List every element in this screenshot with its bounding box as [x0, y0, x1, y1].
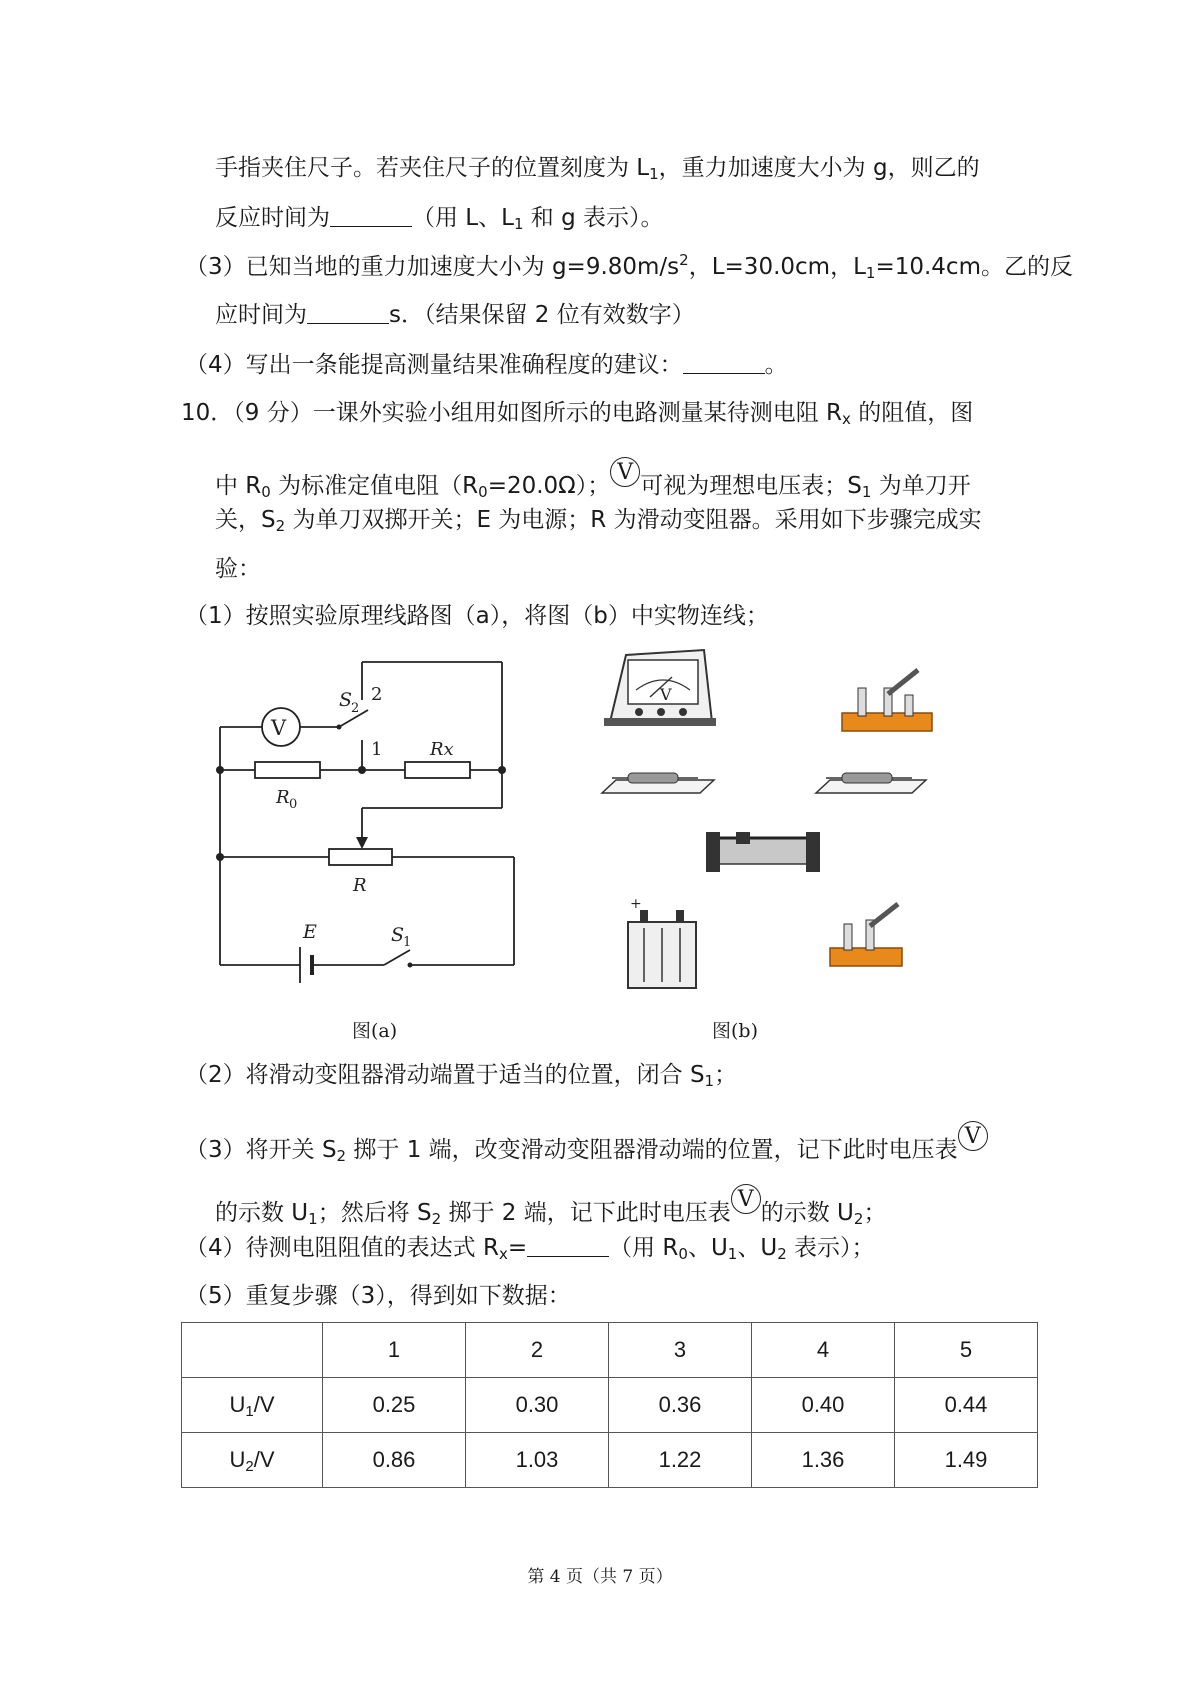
text-line: 反应时间为 （用 L、$L_1$ 和 g 表示）。 — [215, 205, 664, 233]
question-10-line-1: 10．（9 分）一课外实验小组用如图所示的电路测量某待测电阻 $R_x$ 的阻值，图 — [181, 400, 974, 428]
table-cell: 1.03 — [466, 1433, 609, 1488]
battery-pack — [628, 896, 696, 988]
page-footer: 第 4 页（共 7 页） — [527, 1567, 673, 1587]
s1-sub: 1 — [403, 935, 412, 950]
table-row — [182, 1433, 1038, 1488]
row-label-u2: $U_2/V$ — [182, 1433, 323, 1488]
table-cell: 0.40 — [752, 1378, 895, 1433]
step-4: （4）待测电阻阻值的表达式 $R_x=$ （用 $R_0$、$U_1$、$U_2$ 表示）； — [185, 1235, 875, 1263]
voltmeter-icon: V — [610, 457, 640, 487]
text-line: 手指夹住尺子。若夹住尺子的位置刻度为 $L_1$，重力加速度大小为 g，则乙的 — [215, 155, 980, 183]
e-label: E — [303, 921, 317, 943]
step-1: （1）按照实验原理线路图（a），将图（b）中实物连线； — [185, 603, 769, 629]
table-cell: 1.36 — [752, 1433, 895, 1488]
r0-sub: 0 — [289, 797, 298, 812]
step-3-cont: 的示数 $U_1$；然后将 $S_2$ 掷于 2 端，记下此时电压表V的示数 $U_2$； — [215, 1184, 886, 1229]
rx-label: Rx — [430, 739, 454, 760]
step-3: （3）将开关 $S_2$ 掷于 1 端，改变滑动变阻器滑动端的位置，记下此时电压表V — [185, 1121, 988, 1166]
table-header-row — [182, 1323, 1038, 1378]
table-cell: 1.22 — [609, 1433, 752, 1488]
table-row — [182, 1378, 1038, 1433]
data-table — [181, 1322, 1038, 1488]
figure-a-caption: 图(a) — [352, 1020, 398, 1042]
terminal-1-label: 1 — [371, 739, 383, 760]
question-10-line-4: 验： — [215, 556, 261, 582]
table-header-cell: 2 — [466, 1323, 609, 1378]
voltmeter-icon: V — [731, 1184, 761, 1214]
r-label: R — [353, 875, 367, 896]
table-header-cell: 5 — [895, 1323, 1038, 1378]
table-corner-cell — [182, 1323, 323, 1378]
single-pole-switch — [830, 904, 902, 966]
table-cell: 0.44 — [895, 1378, 1038, 1433]
voltmeter-icon: V — [958, 1121, 988, 1151]
step-2: （2）将滑动变阻器滑动端置于适当的位置，闭合 $S_1$； — [185, 1062, 738, 1090]
answer-blank[interactable] — [527, 1234, 609, 1257]
table-header-cell: 3 — [609, 1323, 752, 1378]
table-header-cell: 4 — [752, 1323, 895, 1378]
table-header-cell: 1 — [323, 1323, 466, 1378]
figure-b-caption: 图(b) — [712, 1020, 758, 1042]
text-line: 应时间为 s．（结果保留 2 位有效数字） — [215, 302, 695, 328]
r0-label: R — [276, 787, 290, 808]
terminal-2-label: 2 — [371, 684, 383, 705]
sliding-rheostat — [706, 832, 820, 872]
resistor-board-rx — [816, 773, 926, 793]
text-line: （4）写出一条能提高测量结果准确程度的建议： 。 — [185, 352, 788, 378]
table-cell: 0.86 — [323, 1433, 466, 1488]
s2-sub: 2 — [351, 701, 360, 716]
question-10-line-2: 中 $R_0$ 为标准定值电阻$(R_0=20.0\Omega)$；V可视为理想电压表；$S_1$ 为单刀开 — [215, 457, 971, 502]
question-10-line-3: 关，$S_2$ 为单刀双掷开关；E 为电源；R 为滑动变阻器。采用如下步骤完成实 — [215, 507, 982, 535]
table-cell: 1.49 — [895, 1433, 1038, 1488]
text-line: （3）已知当地的重力加速度大小为 $g=9.80m/s^2$，L=30.0cm，$L_1=10.4cm$。乙的反 — [185, 251, 1073, 282]
step-5: （5）重复步骤（3），得到如下数据： — [185, 1283, 571, 1309]
voltmeter-device — [604, 650, 716, 726]
resistor-board-r0 — [602, 773, 714, 793]
s2-label: S — [339, 689, 353, 711]
table-cell: 0.30 — [466, 1378, 609, 1433]
table-cell: 0.25 — [323, 1378, 466, 1433]
table-cell: 0.36 — [609, 1378, 752, 1433]
row-label-u1: $U_1/V$ — [182, 1378, 323, 1433]
meter-v-label: V — [660, 685, 672, 704]
svg-text:+: + — [630, 896, 642, 912]
single-pole-switch — [842, 670, 932, 731]
voltmeter-label: V — [271, 716, 287, 740]
s1-label: S — [391, 924, 405, 946]
